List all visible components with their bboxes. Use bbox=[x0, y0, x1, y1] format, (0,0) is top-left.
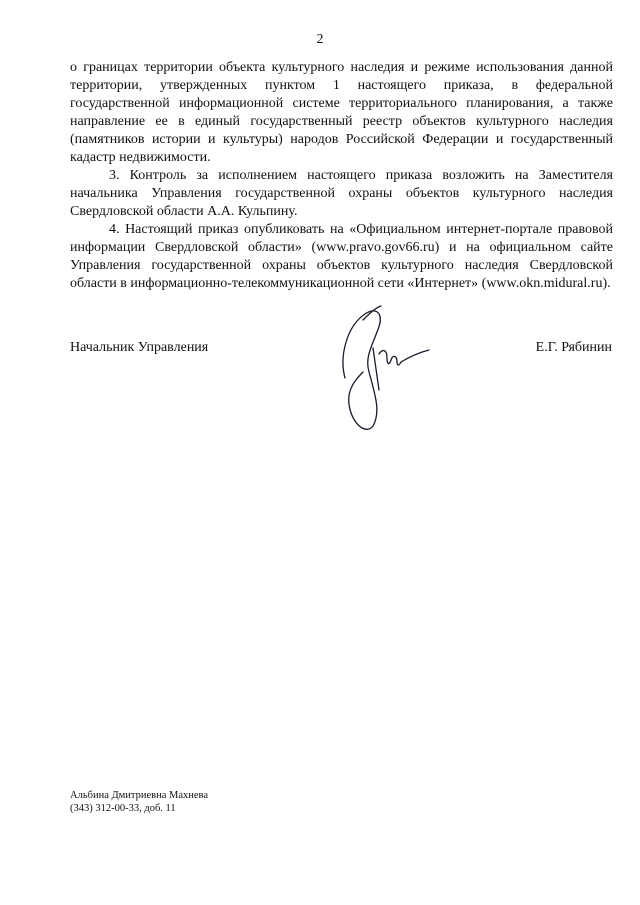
document-body bbox=[70, 59, 613, 293]
executor-info bbox=[70, 789, 208, 815]
paragraph-item-4: 4. Настоящий приказ опубликовать на «Официальном интернет-портале правовой информации Свердловской области» (www.pravo.gov66.ru) и на официальном сайте Управления государственной охраны объектов культурного наследия Свердловской области в информационно-телекоммуникационной сети «Интернет» (www.okn.midural.ru). bbox=[70, 222, 613, 291]
executor-phone: (343) 312-00-33, доб. 11 bbox=[70, 803, 176, 814]
signatory-title: Начальник Управления bbox=[70, 340, 209, 355]
paragraph-continuation: о границах территории объекта культурного наследия и режиме использования данной территории, утвержденных пунктом 1 настоящего приказа, в федеральной государственной информационной системе территориального планирования, а также направление ее в единый государственный реестр объектов культурного наследия (памятников истории и культуры) народов Российской Федерации и государственный кадастр недвижимости. bbox=[70, 60, 613, 165]
signatory-name: Е.Г. Рябинин bbox=[535, 340, 612, 355]
handwritten-signature bbox=[325, 300, 435, 440]
executor-name: Альбина Дмитриевна Махнева bbox=[70, 790, 209, 801]
paragraph-item-3: 3. Контроль за исполнением настоящего приказа возложить на Заместителя начальника Управления государственной охраны объектов культурного наследия Свердловской области А.А. Кульпину. bbox=[70, 168, 613, 219]
page-number: 2 bbox=[316, 32, 324, 47]
